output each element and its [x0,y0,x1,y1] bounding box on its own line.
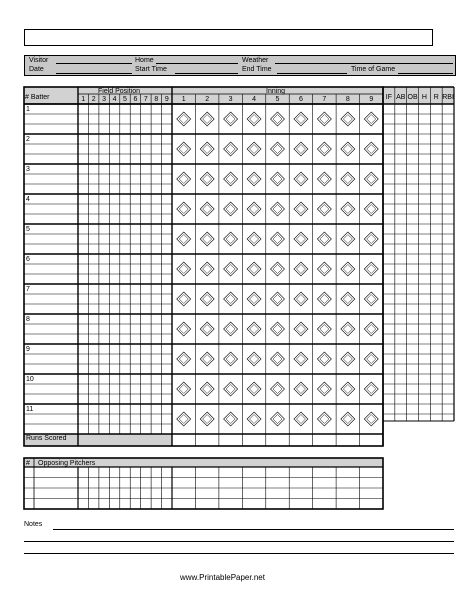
stat-col-label: OB [407,94,418,101]
infield-diamond [203,205,212,214]
infield-diamond [203,235,212,244]
infield-diamond [203,265,212,274]
base-diamond [224,382,238,396]
notes-line[interactable] [53,529,454,530]
infield-diamond [273,295,282,304]
infield-diamond [343,205,352,214]
infield-diamond [250,265,259,274]
batter-column-header: # Batter [25,94,50,101]
base-diamond [364,232,378,246]
base-diamond [341,232,355,246]
infield-diamond [273,355,282,364]
inning-header: Inning [266,88,286,95]
base-diamond [200,172,214,186]
base-diamond [271,202,285,216]
infield-diamond [203,175,212,184]
base-diamond [317,142,331,156]
base-diamond [364,382,378,396]
base-diamond [294,382,308,396]
base-diamond [200,322,214,336]
field-position-col-label: 5 [123,96,127,103]
infield-diamond [343,235,352,244]
infield-diamond [250,415,259,424]
infield-diamond [367,325,376,334]
infield-diamond [250,235,259,244]
base-diamond [294,352,308,366]
base-diamond [341,382,355,396]
base-diamond [224,322,238,336]
base-diamond [177,112,191,126]
infield-diamond [250,385,259,394]
infield-diamond [296,325,305,334]
base-diamond [271,172,285,186]
base-diamond [364,262,378,276]
infield-diamond [343,175,352,184]
infield-diamond [367,145,376,154]
pitchers-num-header: # [26,460,30,467]
base-diamond [317,352,331,366]
weather-label: Weather [242,57,269,64]
infield-diamond [203,295,212,304]
infield-diamond [226,145,235,154]
infield-diamond [203,145,212,154]
infield-diamond [250,325,259,334]
base-diamond [271,382,285,396]
infield-diamond [343,295,352,304]
infield-diamond [296,145,305,154]
infield-diamond [273,265,282,274]
base-diamond [294,412,308,426]
infield-diamond [250,355,259,364]
infield-diamond [320,385,329,394]
base-diamond [177,232,191,246]
base-diamond [247,172,261,186]
inning-col-label: 5 [275,96,280,103]
base-diamond [247,262,261,276]
field-position-col-label: 6 [133,96,138,103]
infield-diamond [226,265,235,274]
base-diamond [177,142,191,156]
infield-diamond [320,205,329,214]
batter-number: 11 [26,406,34,413]
base-diamond [341,112,355,126]
field-position-col-label: 8 [154,96,159,103]
base-diamond [224,142,238,156]
base-diamond [177,322,191,336]
infield-diamond [320,235,329,244]
field-position-col-label: 1 [81,96,86,103]
base-diamond [247,322,261,336]
infield-diamond [320,265,329,274]
infield-diamond [250,205,259,214]
field-position-col-label: 7 [143,96,148,103]
infield-diamond [343,385,352,394]
infield-diamond [343,115,352,124]
base-diamond [341,262,355,276]
base-diamond [247,292,261,306]
infield-diamond [226,295,235,304]
infield-diamond [320,145,329,154]
visitor-label: Visitor [29,57,49,64]
infield-diamond [320,175,329,184]
infield-diamond [367,235,376,244]
infield-diamond [250,175,259,184]
base-diamond [294,172,308,186]
base-diamond [271,262,285,276]
runs-scored-label: Runs Scored [26,435,67,442]
base-diamond [364,202,378,216]
batter-number: 3 [26,166,30,173]
base-diamond [294,142,308,156]
infield-diamond [226,205,235,214]
base-diamond [224,262,238,276]
infield-diamond [296,355,305,364]
base-diamond [271,292,285,306]
infield-diamond [179,115,188,124]
base-diamond [177,172,191,186]
base-diamond [224,352,238,366]
base-diamond [317,292,331,306]
infield-diamond [203,415,212,424]
base-diamond [271,352,285,366]
base-diamond [364,172,378,186]
infield-diamond [296,295,305,304]
infield-diamond [343,145,352,154]
base-diamond [271,232,285,246]
batter-number: 1 [26,106,30,113]
base-diamond [271,112,285,126]
infield-diamond [273,235,282,244]
base-diamond [200,262,214,276]
infield-diamond [296,415,305,424]
base-diamond [200,232,214,246]
base-diamond [177,292,191,306]
base-diamond [177,202,191,216]
base-diamond [341,412,355,426]
base-diamond [247,142,261,156]
base-diamond [177,412,191,426]
infield-diamond [226,325,235,334]
notes-line[interactable] [24,553,454,554]
base-diamond [364,292,378,306]
base-diamond [200,412,214,426]
base-diamond [341,142,355,156]
base-diamond [247,112,261,126]
infield-diamond [320,325,329,334]
base-diamond [224,202,238,216]
batter-number: 5 [26,226,30,233]
batter-number: 6 [26,256,30,263]
field-position-col-label: 9 [164,96,169,103]
infield-diamond [179,295,188,304]
infield-diamond [203,115,212,124]
base-diamond [247,352,261,366]
infield-diamond [250,145,259,154]
base-diamond [364,112,378,126]
infield-diamond [367,415,376,424]
infield-diamond [367,385,376,394]
infield-diamond [296,175,305,184]
stat-col-label: RBI [442,94,454,101]
stat-col-label: H [421,94,427,101]
infield-diamond [296,235,305,244]
end-time-label: End Time [242,66,272,73]
infield-diamond [320,115,329,124]
base-diamond [177,352,191,366]
infield-diamond [203,385,212,394]
infield-diamond [343,325,352,334]
batter-number: 2 [26,136,30,143]
infield-diamond [273,385,282,394]
base-diamond [294,292,308,306]
base-diamond [271,412,285,426]
base-diamond [317,172,331,186]
notes-label: Notes [24,521,43,528]
infield-diamond [343,415,352,424]
field-position-header: Field Position [98,88,141,95]
infield-diamond [250,115,259,124]
inning-col-label: 4 [252,96,256,103]
footer-url: www.PrintablePaper.net [180,573,265,582]
inning-col-label: 9 [369,96,374,103]
base-diamond [224,112,238,126]
inning-col-label: 6 [298,96,303,103]
base-diamond [341,322,355,336]
infield-diamond [179,325,188,334]
base-diamond [200,112,214,126]
infield-diamond [226,235,235,244]
batter-number: 8 [26,316,30,323]
base-diamond [247,202,261,216]
infield-diamond [296,115,305,124]
infield-diamond [273,175,282,184]
home-label: Home [135,57,154,64]
infield-diamond [179,385,188,394]
base-diamond [271,142,285,156]
base-diamond [294,202,308,216]
infield-diamond [179,265,188,274]
base-diamond [317,202,331,216]
infield-diamond [179,175,188,184]
base-diamond [294,232,308,246]
base-diamond [200,202,214,216]
time-of-game-label: Time of Game [351,66,396,73]
batter-number: 9 [26,346,30,353]
base-diamond [200,292,214,306]
infield-diamond [296,205,305,214]
infield-diamond [273,325,282,334]
base-diamond [364,412,378,426]
infield-diamond [320,415,329,424]
infield-diamond [273,145,282,154]
infield-diamond [226,355,235,364]
infield-diamond [226,385,235,394]
infield-diamond [296,385,305,394]
base-diamond [177,262,191,276]
date-label: Date [29,66,44,73]
base-diamond [224,232,238,246]
inning-col-label: 8 [345,96,350,103]
base-diamond [317,262,331,276]
base-diamond [294,322,308,336]
infield-diamond [203,325,212,334]
base-diamond [224,412,238,426]
infield-diamond [273,205,282,214]
infield-diamond [343,355,352,364]
inning-col-label: 3 [228,96,233,103]
base-diamond [341,172,355,186]
infield-diamond [273,415,282,424]
infield-diamond [367,295,376,304]
inning-col-label: 2 [205,96,210,103]
base-diamond [317,112,331,126]
infield-diamond [179,415,188,424]
base-diamond [247,382,261,396]
field-position-col-label: 3 [102,96,107,103]
infield-diamond [203,355,212,364]
batter-number: 10 [26,376,34,383]
base-diamond [224,292,238,306]
base-diamond [364,142,378,156]
infield-diamond [226,175,235,184]
base-diamond [341,292,355,306]
infield-diamond [273,115,282,124]
base-diamond [364,322,378,336]
base-diamond [200,352,214,366]
infield-diamond [367,205,376,214]
stat-col-label: IF [385,94,393,101]
infield-diamond [179,145,188,154]
inning-col-label: 1 [181,96,186,103]
field-position-col-label: 4 [112,96,117,103]
infield-diamond [179,205,188,214]
base-diamond [294,262,308,276]
infield-diamond [367,175,376,184]
infield-diamond [226,415,235,424]
base-diamond [271,322,285,336]
batter-number: 4 [26,196,30,203]
base-diamond [247,412,261,426]
infield-diamond [179,235,188,244]
base-diamond [341,202,355,216]
infield-diamond [367,265,376,274]
base-diamond [317,412,331,426]
notes-line[interactable] [24,541,454,542]
base-diamond [341,352,355,366]
opposing-pitchers-header: Opposing Pitchers [38,460,96,467]
infield-diamond [226,115,235,124]
infield-diamond [179,355,188,364]
base-diamond [247,232,261,246]
base-diamond [317,232,331,246]
base-diamond [294,112,308,126]
base-diamond [177,382,191,396]
start-time-label: Start Time [135,66,167,73]
base-diamond [200,142,214,156]
infield-diamond [296,265,305,274]
field-position-col-label: 2 [91,96,96,103]
infield-diamond [320,295,329,304]
base-diamond [317,382,331,396]
infield-diamond [367,355,376,364]
infield-diamond [343,265,352,274]
infield-diamond [367,115,376,124]
infield-diamond [320,355,329,364]
base-diamond [364,352,378,366]
batter-number: 7 [26,286,30,293]
stat-col-label: AB [396,94,406,101]
inning-col-label: 7 [322,96,327,103]
base-diamond [317,322,331,336]
stat-col-label: R [433,94,439,101]
base-diamond [224,172,238,186]
base-diamond [200,382,214,396]
infield-diamond [250,295,259,304]
